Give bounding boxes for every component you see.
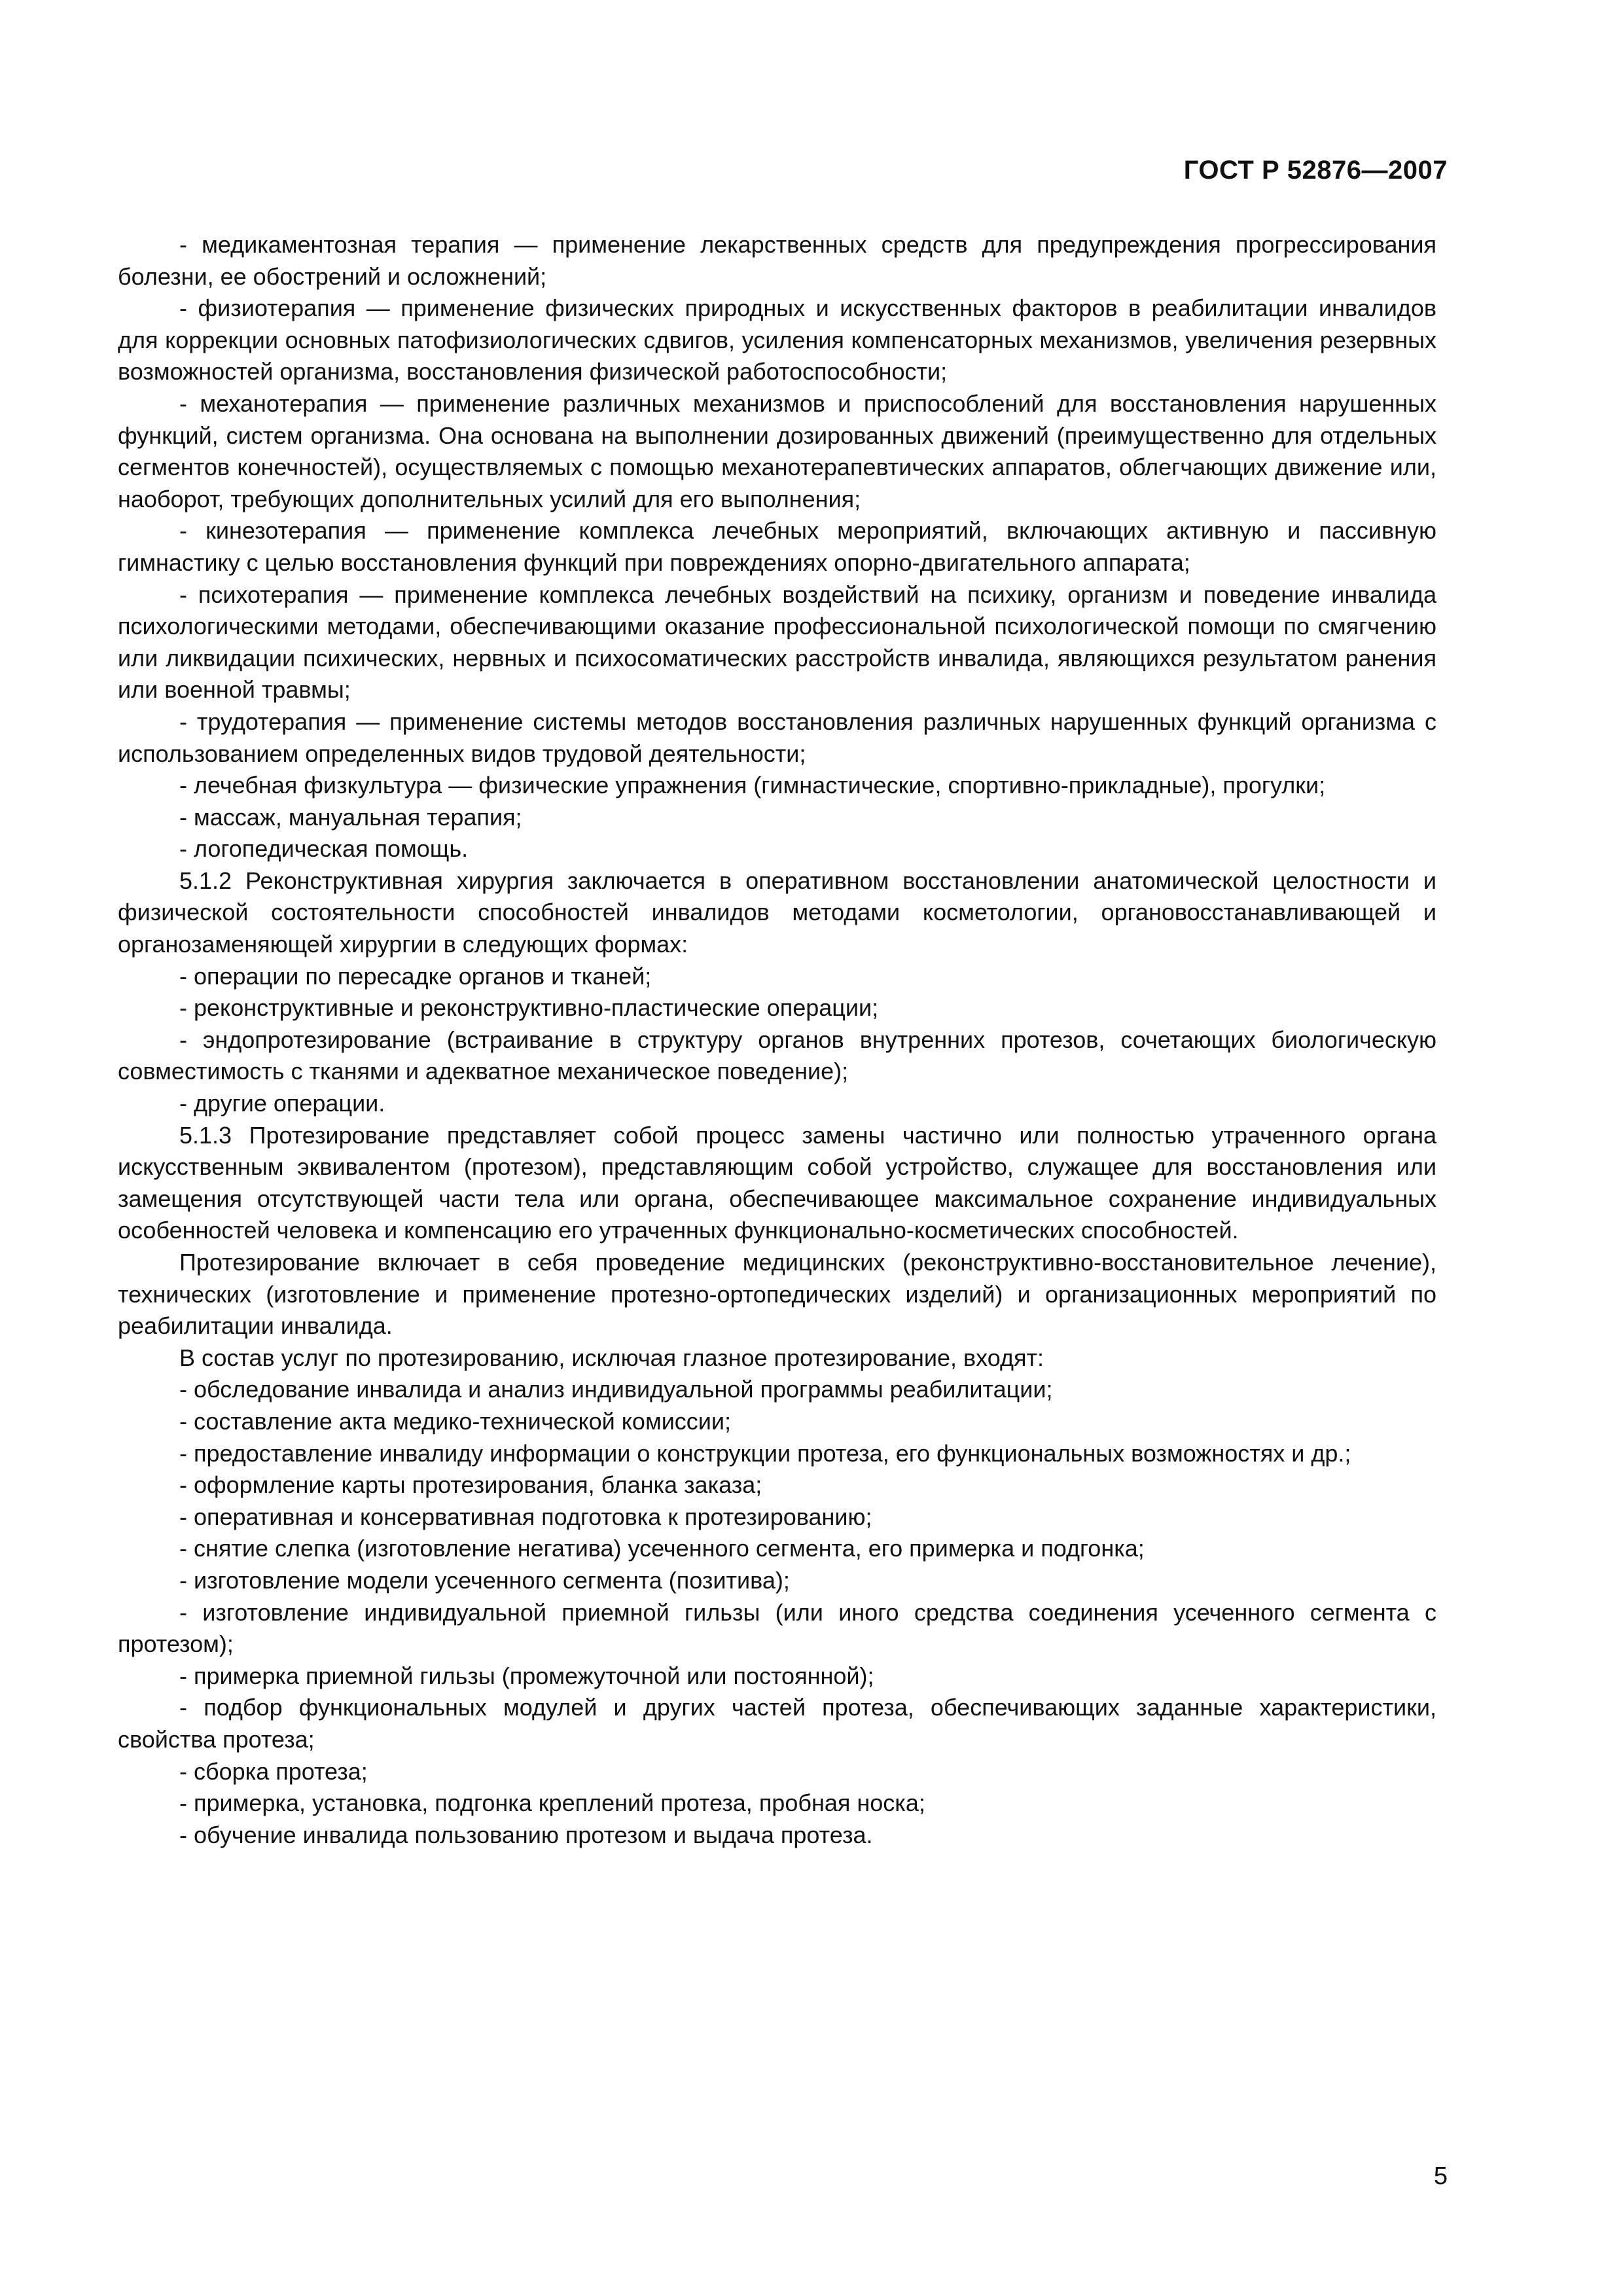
paragraph: - реконструктивные и реконструктивно-пластические операции; [179, 994, 879, 1022]
paragraph: - оформление карты протезирования, бланка заказа; [179, 1471, 762, 1499]
paragraph: Протезирование включает в себя проведение медицинских (реконструктивно-восстановительное лечение), технических (изготовление и применение протезно-ортопедических изделий) и организационных мероприятий по реабилитации инвалида. [118, 1249, 1436, 1340]
paragraph: - лечебная физкультура — физические упражнения (гимнастические, спортивно-прикладные), прогулки; [179, 772, 1326, 799]
paragraph: - изготовление индивидуальной приемной гильзы (или иного средства соединения усеченного сегмента с протезом); [118, 1598, 1436, 1658]
paragraph: - оперативная и консервативная подготовка к протезированию; [179, 1503, 872, 1530]
paragraph: В состав услуг по протезированию, исключая глазное протезирование, входят: [179, 1344, 1044, 1371]
paragraph: - примерка, установка, подгонка креплений протеза, пробная носка; [179, 1789, 925, 1817]
standard-number-header: ГОСТ Р 52876—2007 [1183, 156, 1448, 185]
page-number: 5 [1433, 2162, 1448, 2190]
paragraph: - другие операции. [179, 1090, 385, 1117]
section-paragraph-5-1-3: 5.1.3 Протезирование представляет собой процесс замены частично или полностью утраченного органа искусственным эквивалентом (протезом), представляющим собой устройство, служащее для восстановления или замещения отсутствующей части тела или органа, обеспечивающее максимальное сохранение индивидуальных особенностей человека и компенсацию его утраченных функционально-косметических способностей. [118, 1121, 1436, 1244]
paragraph: - обучение инвалида пользованию протезом и выдача протеза. [179, 1821, 873, 1848]
paragraph: - обследование инвалида и анализ индивидуальной программы реабилитации; [179, 1376, 1053, 1403]
paragraph: - операции по пересадке органов и тканей; [179, 962, 652, 990]
paragraph: - трудотерапия — применение системы методов восстановления различных нарушенных функций организма с использованием определенных видов трудовой деятельности; [118, 708, 1436, 767]
paragraph: - составление акта медико-технической комиссии; [179, 1407, 732, 1435]
paragraph: - снятие слепка (изготовление негатива) усеченного сегмента, его примерка и подгонка; [179, 1535, 1145, 1562]
paragraph: - механотерапия — применение различных механизмов и приспособлений для восстановления нарушенных функций, систем организма. Она основана на выполнении дозированных движений (преимущественно для отдельных сегментов конечностей), осуществляемых с помощью механотерапевтических аппаратов, облегчающих движение или, наоборот, требующих дополнительных усилий для его выполнения; [118, 389, 1436, 512]
paragraph: - кинезотерапия — применение комплекса лечебных мероприятий, включающих активную и пассивную гимнастику с целью восстановления функций при повреждениях опорно-двигательного аппарата; [118, 517, 1436, 576]
paragraph: - подбор функциональных модулей и других частей протеза, обеспечивающих заданные характеристики, свойства протеза; [118, 1694, 1436, 1753]
paragraph: - сборка протеза; [179, 1757, 368, 1785]
paragraph: - психотерапия — применение комплекса лечебных воздействий на психику, организм и поведение инвалида психологическими методами, обеспечивающими оказание профессиональной психологической помощи по смягчению или ликвидации психических, нервных и психосоматических расстройств инвалида, являющихся результатом ранения или военной травмы; [118, 581, 1436, 704]
paragraph: - физиотерапия — применение физических природных и искусственных факторов в реабилитации инвалидов для коррекции основных патофизиологических сдвигов, усиления компенсаторных механизмов, увеличения резервных возможностей организма, восстановления физической работоспособности; [118, 295, 1436, 386]
paragraph: - предоставление инвалиду информации о конструкции протеза, его функциональных возможностях и др.; [179, 1439, 1351, 1467]
paragraph: - примерка приемной гильзы (промежуточной или постоянной); [179, 1662, 874, 1689]
document-body [118, 229, 1436, 1851]
paragraph: - массаж, мануальная терапия; [179, 803, 522, 831]
paragraph: - изготовление модели усеченного сегмента (позитива); [179, 1566, 790, 1594]
paragraph: - логопедическая помощь. [179, 835, 469, 863]
paragraph: - медикаментозная терапия — применение лекарственных средств для предупреждения прогрессирования болезни, ее обострений и осложнений; [118, 231, 1436, 290]
paragraph: - эндопротезирование (встраивание в структуру органов внутренних протезов, сочетающих биологическую совместимость с тканями и адекватное механическое поведение); [118, 1026, 1436, 1085]
section-paragraph-5-1-2: 5.1.2 Реконструктивная хирургия заключается в оперативном восстановлении анатомической целостности и физической состоятельности способностей инвалидов методами косметологии, органовосстанавливающей и органозаменяющей хирургии в следующих формах: [118, 867, 1436, 958]
